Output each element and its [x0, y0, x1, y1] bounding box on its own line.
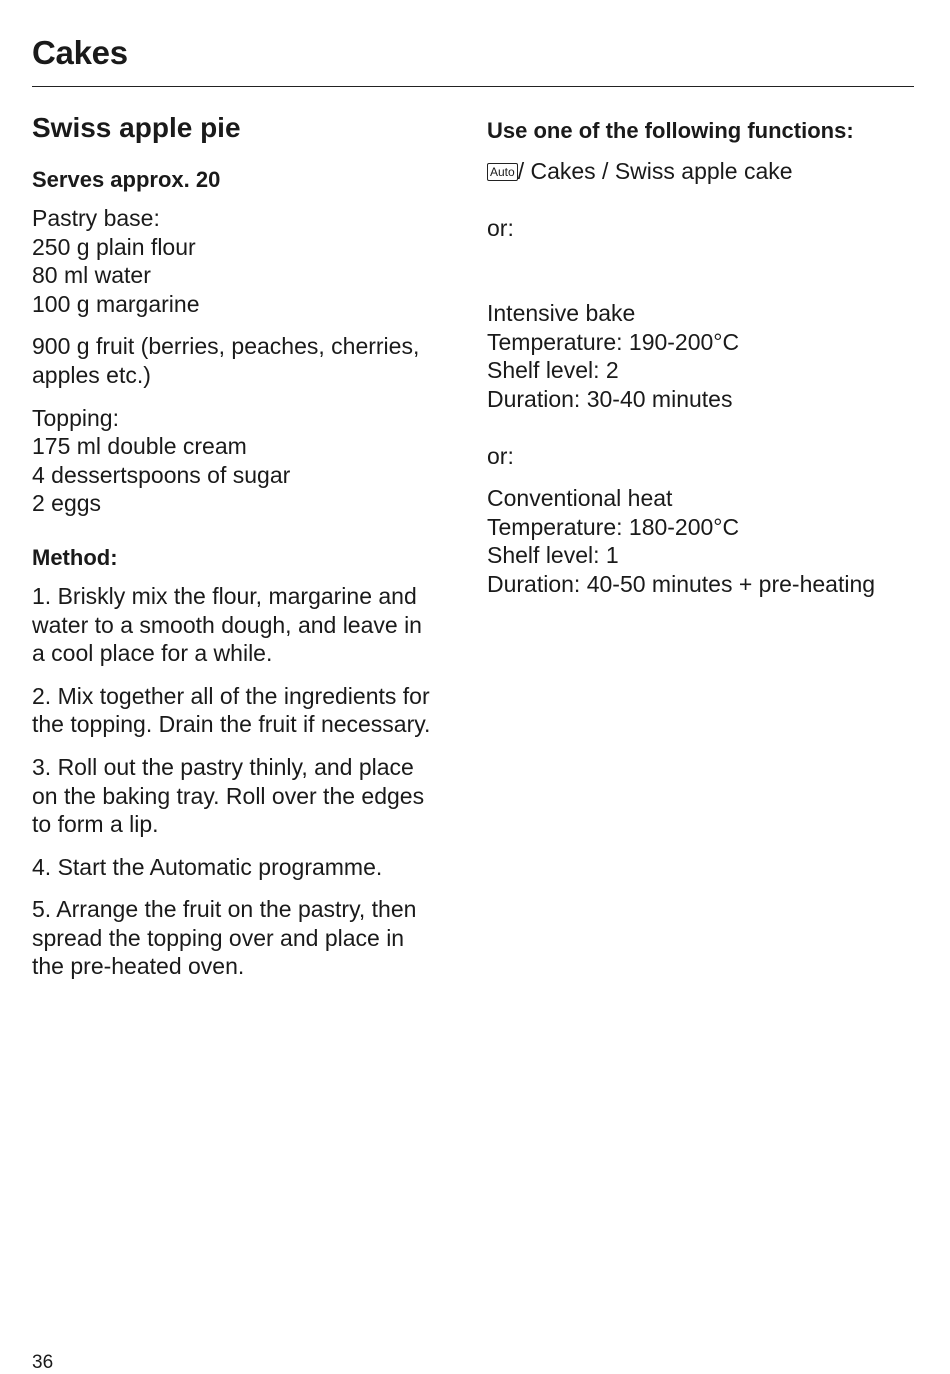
step-line: the pre-heated oven.: [32, 953, 245, 980]
auto-path: / Cakes / Swiss apple cake: [517, 158, 793, 184]
setting-line: Intensive bake: [487, 300, 636, 327]
ingredient-line: 250 g plain flour: [32, 233, 196, 260]
fruit-ingredients: [32, 332, 462, 389]
page-number: 36: [32, 1352, 54, 1373]
topping-ingredients: [32, 404, 462, 518]
or-label: or:: [487, 214, 514, 241]
auto-programme-line: [487, 157, 917, 186]
conventional-heat-settings: [487, 484, 917, 598]
intensive-bake-settings: [487, 299, 917, 413]
step-line: 3. Roll out the pastry thinly, and place: [32, 753, 414, 780]
step-line: 4. Start the Automatic programme.: [32, 853, 383, 880]
ingredient-line: 175 ml double cream: [32, 433, 247, 460]
recipe-title: Swiss apple pie: [32, 112, 241, 143]
method-step: [32, 582, 462, 668]
step-line: water to a smooth dough, and leave in: [32, 611, 422, 638]
method-step: [32, 753, 462, 839]
setting-line: Temperature: 190-200°C: [487, 328, 740, 355]
or-label: or:: [487, 442, 514, 469]
step-line: 2. Mix together all of the ingredients for: [32, 682, 430, 709]
pastry-ingredients: [32, 204, 462, 318]
functions-heading: Use one of the following functions:: [487, 118, 854, 143]
step-line: to form a lip.: [32, 811, 159, 838]
ingredient-line: Pastry base:: [32, 205, 160, 231]
auto-icon: Auto: [487, 163, 518, 181]
step-line: 1. Briskly mix the flour, margarine and: [32, 582, 417, 609]
ingredient-line: Topping:: [32, 404, 119, 431]
ingredient-line: apples etc.): [32, 361, 151, 388]
method-heading: Method:: [32, 544, 118, 570]
right-column: [487, 110, 917, 613]
section-title: Cakes: [32, 34, 128, 71]
serves-label: Serves approx. 20: [32, 167, 221, 192]
ingredient-line: 100 g margarine: [32, 290, 200, 317]
setting-line: Conventional heat: [487, 485, 673, 512]
setting-line: Shelf level: 2: [487, 357, 619, 384]
page-header: [32, 34, 914, 72]
ingredient-line: 900 g fruit (berries, peaches, cherries,: [32, 333, 420, 360]
left-column: [32, 110, 462, 995]
setting-line: Duration: 40-50 minutes + pre-heating: [487, 570, 876, 597]
ingredient-line: 80 ml water: [32, 262, 151, 289]
step-line: spread the topping over and place in: [32, 924, 405, 951]
ingredient-line: 2 eggs: [32, 490, 102, 517]
step-line: 5. Arrange the fruit on the pastry, then: [32, 896, 417, 923]
method-step: [32, 682, 462, 739]
header-divider: [32, 86, 914, 87]
method-step: [32, 853, 462, 882]
step-line: a cool place for a while.: [32, 640, 273, 667]
step-line: on the baking tray. Roll over the edges: [32, 782, 425, 809]
step-line: the topping. Drain the fruit if necessary.: [32, 711, 431, 738]
ingredient-line: 4 dessertspoons of sugar: [32, 461, 291, 488]
setting-line: Shelf level: 1: [487, 542, 619, 569]
method-step: [32, 895, 462, 981]
setting-line: Temperature: 180-200°C: [487, 513, 740, 540]
setting-line: Duration: 30-40 minutes: [487, 385, 733, 412]
